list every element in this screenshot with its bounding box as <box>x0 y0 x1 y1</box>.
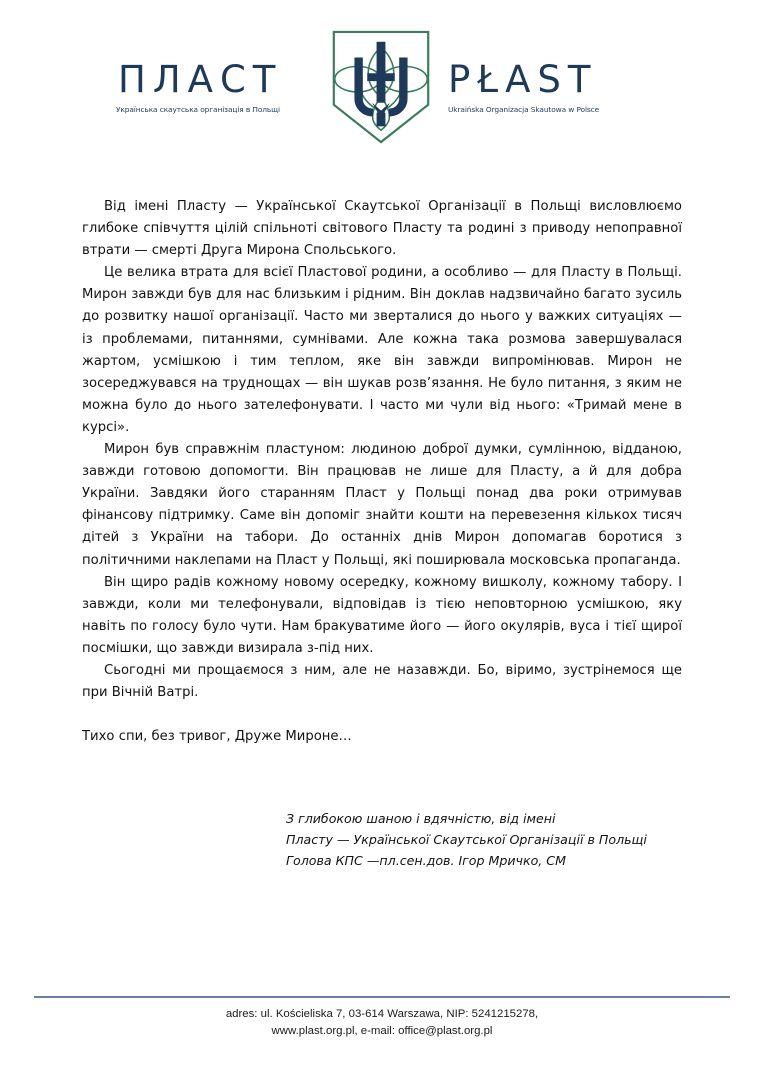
body-paragraph: Сьогодні ми прощаємося з ним, але не назавжди. Бо, віримо, зустрінемося ще при Вічній Ватрі. <box>82 662 682 701</box>
brand-polish <box>440 57 648 114</box>
body-paragraph: Він щиро радів кожному новому осередку, кожному вишколу, кожному табору. І завжди, коли ми телефонували, відповідав із тією неповторною усмішкою, яку навіть по голосу було чути. Нам бракуватиме його — його окулярів, вуса і тієї щирої посмішки, що завжди визирала з-під них. <box>82 574 682 656</box>
signature-line: Пласту — Української Скаутської Організації в Польщі <box>286 832 647 847</box>
farewell-line: Тихо спи, без тривог, Друже Мироне… <box>82 729 352 745</box>
signature-line: Голова КПС —пл.сен.дов. Ігор Мричко, СМ <box>286 853 566 868</box>
plast-emblem-icon <box>322 28 440 146</box>
brand-ukrainian <box>116 57 322 114</box>
letterhead <box>0 26 764 148</box>
letter-body <box>82 196 682 748</box>
footer-address-line: adres: ul. Kościeliska 7, 03-614 Warszawa, NIP: 5241215278, <box>225 1008 539 1020</box>
signature-block <box>286 808 686 871</box>
signature-line: З глибокою шаною і вдячністю, від імені <box>286 811 556 826</box>
footer-divider <box>34 996 730 998</box>
body-paragraph: Це велика втрата для всієї Пластової родини, а особливо — для Пласту в Польщі. Мирон завжди був для нас близьким і рідним. Він доклав надзвичайно багато зусиль до розвитку нашої організації. Часто ми зверталися до нього у важких ситуаціях — із проблемами, питаннями, сумнівами. Але кожна така розмова завершувалася жартом, усмішкою і тим теплом, яке він завжди випромінював. Мирон не зосереджувався на труднощах — він шукав розв’язання. Не було питання, з яким не можна було до нього зателефонувати. І часто ми чули від нього: «Тримай мене в курсі». <box>82 265 682 435</box>
tagline-polish: Ukraińska Organizacja Skautowa w Polsce <box>448 104 600 114</box>
tagline-ukrainian: Українська скаутська організація в Польщі <box>116 104 280 114</box>
footer <box>0 1006 764 1040</box>
footer-contact-line: www.plast.org.pl, e-mail: office@plast.org.pl <box>271 1025 493 1037</box>
wordmark-ukrainian: ПЛАСТ <box>118 57 283 101</box>
body-paragraph: Від імені Пласту — Української Скаутської Організації в Польщі висловлюємо глибоке співчуття цілій спільноті світового Пласту та родині з приводу непоправної втрати — смерті Друга Мирона Спольського. <box>82 199 682 259</box>
wordmark-polish: PŁAST <box>448 57 598 101</box>
body-paragraph: Мирон був справжнім пластуном: людиною доброї думки, сумлінною, відданою, завжди готовою допомогти. Він працював не лише для Пласту, а й для добра України. Завдяки його старанням Пласт у Польщі понад два роки отримував фінансову підтримку. Саме він допоміг знайти кошти на перевезення кількох тисяч дітей з України на табори. До останніх днів Мирон допомагав боротися з політичними наклепами на Пласт у Польщі, які поширювала московська пропаганда. <box>82 442 682 568</box>
